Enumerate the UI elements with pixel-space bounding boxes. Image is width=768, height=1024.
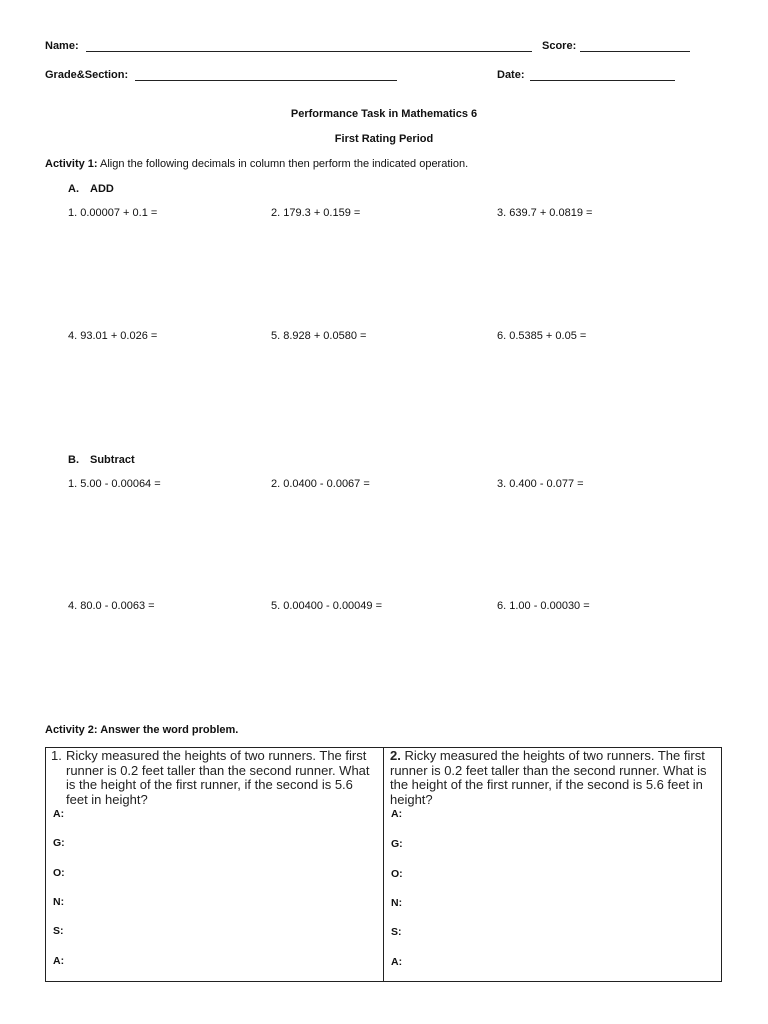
section-b-heading: Subtract — [90, 454, 135, 466]
step-number-sentence-label: N: — [53, 896, 65, 908]
step-final-answer-label: A: — [391, 956, 403, 968]
word-problem-2-number: 2. — [390, 748, 401, 763]
add-problem-2: 2. 179.3 + 0.159 = — [271, 207, 361, 219]
word-problem-1-number: 1. — [51, 748, 62, 763]
add-problem-1: 1. 0.00007 + 0.1 = — [68, 207, 158, 219]
section-a-heading: ADD — [90, 183, 114, 195]
activity2-label: Activity 2: Answer the word problem. — [45, 724, 239, 736]
step-solution-label: S: — [53, 925, 64, 937]
subtract-problem-1: 1. 5.00 - 0.00064 = — [68, 478, 161, 490]
word-problem-cell-2 — [383, 748, 721, 981]
name-input-line[interactable] — [86, 39, 532, 52]
step-given-label: G: — [391, 838, 403, 850]
score-input-line[interactable] — [580, 39, 690, 52]
step-final-answer-label: A: — [53, 955, 65, 967]
add-problem-3: 3. 639.7 + 0.0819 = — [497, 207, 593, 219]
add-problem-4: 4. 93.01 + 0.026 = — [68, 330, 158, 342]
section-a-letter: A. — [68, 183, 79, 195]
step-number-sentence-label: N: — [391, 897, 403, 909]
score-label: Score: — [542, 40, 577, 52]
date-label: Date: — [497, 69, 525, 81]
add-problem-6: 6. 0.5385 + 0.05 = — [497, 330, 587, 342]
activity1-instruction-row — [45, 157, 468, 171]
step-answer-label: A: — [391, 808, 403, 820]
subtract-problem-3: 3. 0.400 - 0.077 = — [497, 478, 584, 490]
word-problem-1-text — [51, 749, 377, 807]
step-operation-label: O: — [391, 868, 403, 880]
grade-section-label: Grade&Section: — [45, 69, 129, 81]
activity1-instruction: Align the following decimals in column then perform the indicated operation. — [100, 158, 469, 170]
step-answer-label: A: — [53, 808, 65, 820]
add-problem-5: 5. 8.928 + 0.0580 = — [271, 330, 367, 342]
page-subtitle: First Rating Period — [334, 133, 434, 145]
date-input-line[interactable] — [530, 68, 675, 81]
word-problem-1-body: Ricky measured the heights of two runners. The first runner is 0.2 feet taller than the second runner. What is the height of the first runner, if the second is 5.6 feet in height? — [66, 748, 370, 807]
step-operation-label: O: — [53, 867, 65, 879]
subtract-problem-5: 5. 0.00400 - 0.00049 = — [271, 600, 383, 612]
word-problem-2-body: Ricky measured the heights of two runners. The first runner is 0.2 feet taller than the second runner. What is the height of the first runner, if the second is 5.6 feet in height? — [390, 748, 707, 807]
page-title: Performance Task in Mathematics 6 — [290, 108, 478, 120]
section-b-letter: B. — [68, 454, 79, 466]
word-problem-table — [45, 747, 722, 982]
subtract-problem-2: 2. 0.0400 - 0.0067 = — [271, 478, 370, 490]
word-problem-cell-1 — [46, 748, 383, 981]
subtract-problem-4: 4. 80.0 - 0.0063 = — [68, 600, 155, 612]
grade-section-input-line[interactable] — [135, 68, 397, 81]
step-solution-label: S: — [391, 926, 402, 938]
subtract-problem-6: 6. 1.00 - 0.00030 = — [497, 600, 590, 612]
word-problem-2-text — [390, 749, 716, 807]
activity1-label: Activity 1: — [45, 158, 98, 170]
step-given-label: G: — [53, 837, 65, 849]
name-label: Name: — [45, 40, 79, 52]
